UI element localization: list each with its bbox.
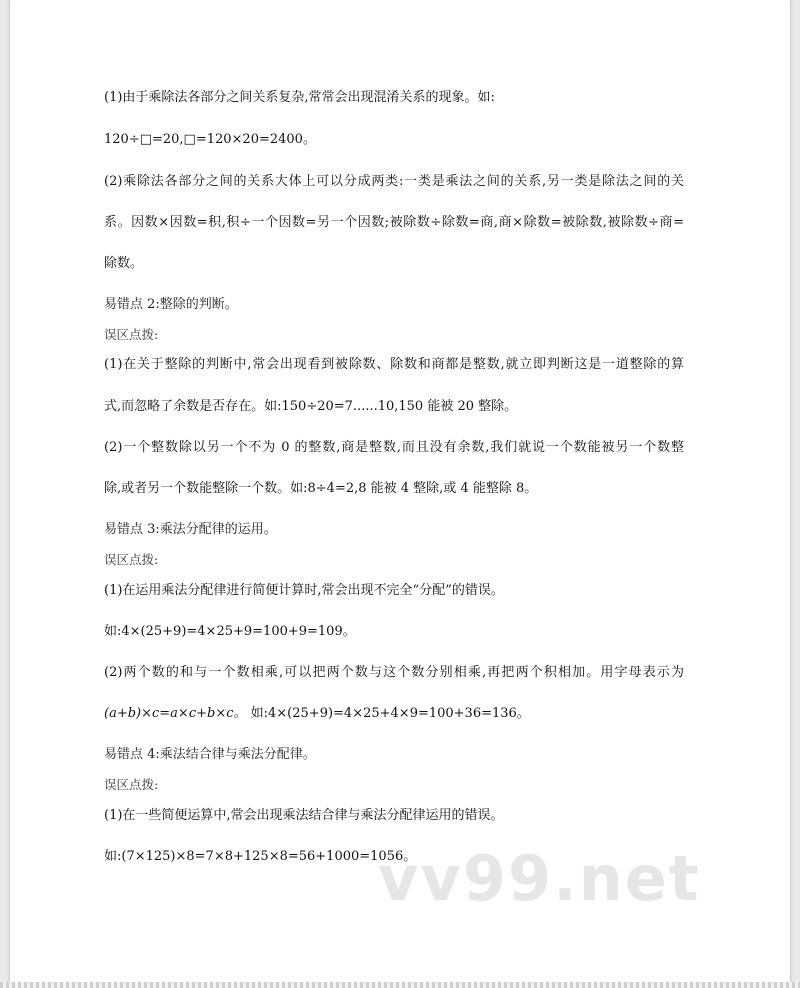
paragraph-line: (1)在一些简便运算中,常会出现乘法结合律与乘法分配律运用的错误。 (104, 808, 504, 823)
paragraph-line (104, 704, 530, 724)
subheading: 误区点拨: (104, 552, 159, 567)
paragraph-line: (2)一个整数除以另一个不为 0 的整数,商是整数,而且没有余数,我们就说一个数能被另一个数整 (104, 440, 684, 455)
watermark: vv99.net (378, 842, 701, 915)
paragraph-line: (2)乘除法各部分之间的关系大体上可以分成两类:一类是乘法之间的关系,另一类是除法之间的关 (104, 174, 684, 189)
example-line: 120÷□=20,□=120×20=2400。 (104, 132, 316, 147)
subheading: 误区点拨: (104, 327, 159, 342)
paragraph-line: 系。因数×因数=积,积÷一个因数=另一个因数;被除数÷除数=商,商×除数=被除数,被除数÷商= (104, 215, 684, 230)
paragraph-line: (1)在关于整除的判断中,常会出现看到被除数、除数和商都是整数,就立即判断这是一道整除的算 (104, 357, 684, 372)
section-heading: 易错点 2:整除的判断。 (104, 297, 238, 312)
paragraph-line: (1)由于乘除法各部分之间关系复杂,常常会出现混淆关系的现象。如: (104, 90, 495, 105)
paragraph-line: (1)在运用乘法分配律进行简便计算时,常会出现不完全“分配”的错误。 (104, 583, 504, 598)
example-line: 如:(7×125)×8=7×8+125×8=56+1000=1056。 (104, 849, 417, 864)
paragraph-line: 除数。 (104, 256, 144, 271)
document-page (10, 0, 790, 988)
paragraph-line: (2)两个数的和与一个数相乘,可以把两个数与这个数分别相乘,再把两个积相加。用字母表示为 (104, 665, 684, 680)
page-bottom-edge (0, 982, 800, 988)
example-text: 如:4×(25+9)=4×25+4×9=100+36=136。 (250, 706, 530, 721)
subheading: 误区点拨: (104, 777, 159, 792)
section-heading: 易错点 3:乘法分配律的运用。 (104, 522, 277, 537)
example-line: 如:4×(25+9)=4×25+9=100+9=109。 (104, 624, 356, 639)
formula: (a+b)×c=a×c+b×c。 (104, 706, 247, 721)
paragraph-line: 式,而忽略了余数是否存在。如:150÷20=7......10,150 能被 20 整除。 (104, 399, 518, 414)
paragraph-line: 除,或者另一个数能整除一个数。如:8÷4=2,8 能被 4 整除,或 4 能整除 8。 (104, 481, 538, 496)
section-heading: 易错点 4:乘法结合律与乘法分配律。 (104, 747, 316, 762)
